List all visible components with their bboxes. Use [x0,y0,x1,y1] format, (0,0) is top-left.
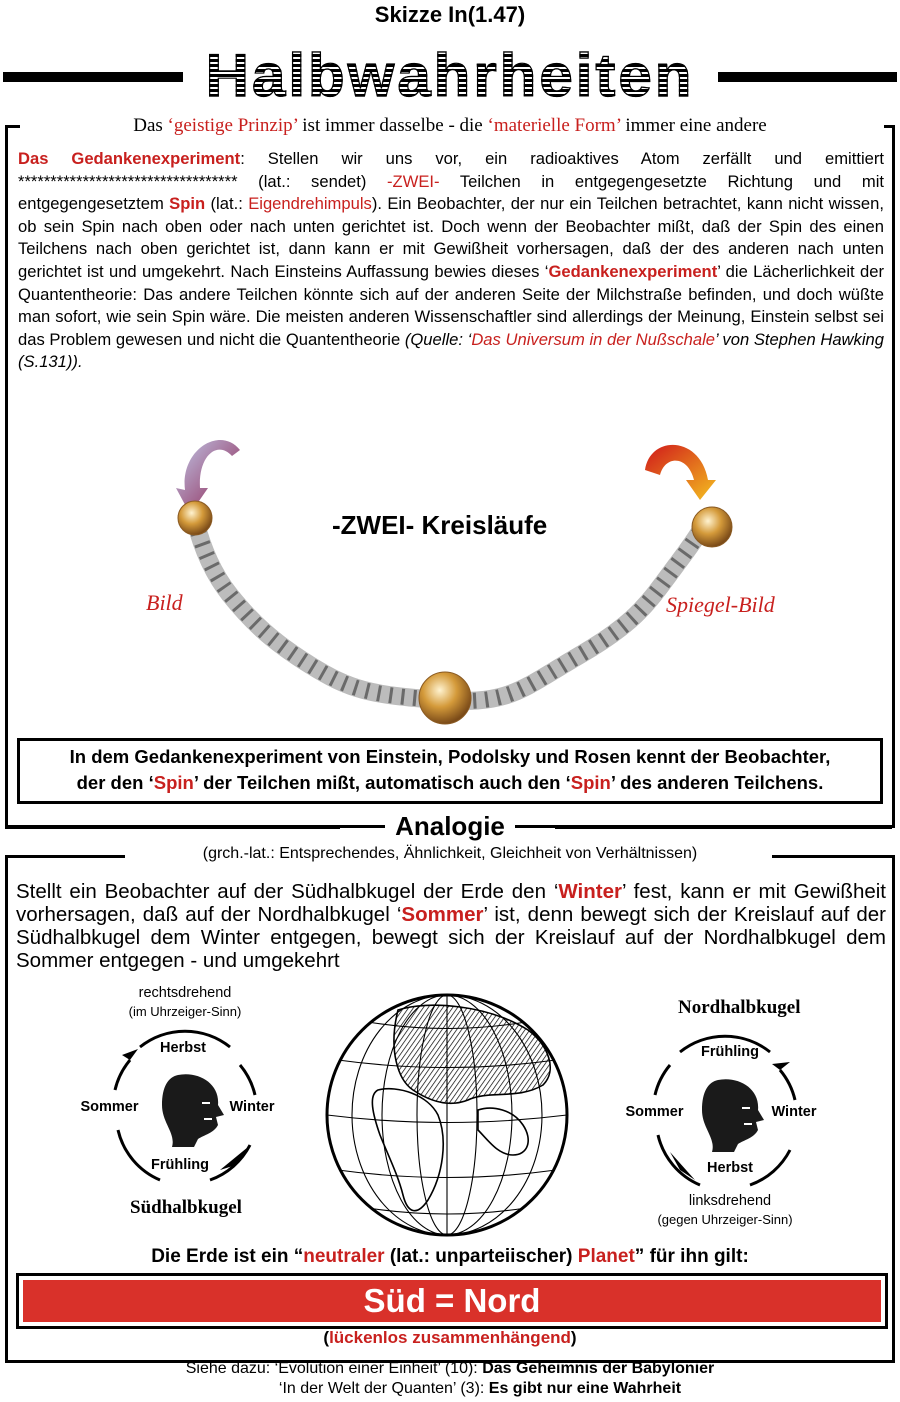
reference-line-1: Siehe dazu: ‘Evolution einer Einheit’ (10): Das Geheimnis der Babylonier [185,1360,715,1377]
spin-arrow-right [645,445,716,500]
north-label-top: Frühling [701,1044,759,1060]
north-label-left: Sommer [625,1104,684,1120]
analogie-subtitle: (grch.-lat.: Entsprechendes, Ähnlichkeit, Gleichheit von Verhältnissen) [0,845,900,863]
south-title: Südhalbkugel [130,1197,242,1218]
spin-figure [140,430,780,730]
south-direction-note: (im Uhrzeiger-Sinn) [128,1004,242,1019]
head-profile-icon [162,1074,224,1147]
spin-arrow-left [176,440,240,514]
south-direction: rechtsdrehend [138,985,232,1001]
analogie-paragraph: Stellt ein Beobachter auf der Südhalbkugel der Erde den ‘Winter’ fest, kann er mit Gewißheit vorhersagen, daß auf der Nordhalbkugel ‘Sommer’ ist, denn bewegt sich der Kreislauf auf der Südhalbkugel dem Winter entgegen, bewegt sich der Kreislauf auf der Nordhalbkugel dem Sommer entgegen - und umgekehrt [16,880,887,972]
north-title: Nordhalbkugel [678,997,801,1018]
south-label-right: Winter [229,1099,275,1115]
experiment-paragraph: Das Gedankenexperiment: Stellen wir uns vor, ein radioaktives Atom zerfällt und emittiert ********************************** (lat.: sendet) -ZWEI- Teilchen in entgegengesetzte Richtung und mit entgegengesetztem Spin (lat.: Eigendrehimpuls). Ein Beobachter, der nur ein Teilchen betrachtet, kann nicht wissen, ob sein Spin nach oben oder nach unten gerichtet ist. Doch wenn der Beobachter mißt, daß der Spin des einen Teilchens nach oben gerichtet ist, dann kann er mit Gewißheit vorhersagen, daß der des anderen nach unten gerichtet ist und umgekehrt. Nach Einsteins Auffassung bewies dieses ‘Gedankenexperiment’ die Lächerlichkeit der Quantentheorie: Das andere Teilchen könnte sich auf der anderen Seite der Milchstraße befinden, und doch wüßte man sofort, wie sein Spin wäre. Die meisten anderen Wissenschaftler sind allerdings der Meinung, Einstein selbst sei das Problem gewesen und nicht die Quantentheorie (Quelle: ‘Das Universum in der Nußschale’ von Stephen Hawking (S.131)). [18,149,884,372]
north-direction-note: (gegen Uhrzeiger-Sinn) [657,1212,793,1227]
north-label-right: Winter [771,1104,817,1120]
particle-right [692,507,732,547]
epr-line-2: der den ‘Spin’ der Teilchen mißt, automatisch auch den ‘Spin’ des anderen Teilchens. [76,772,824,793]
page-label: Skizze In(1.47) [374,2,526,27]
head-profile-icon [702,1079,764,1152]
north-direction: linksdrehend [688,1193,772,1209]
banner-note: (lückenlos zusammenhängend) [323,1328,577,1347]
south-label-left: Sommer [80,1099,139,1115]
north-label-bottom: Herbst [707,1160,753,1176]
figure-left-label: Bild [146,590,183,615]
source-atom [419,672,471,724]
cycle-arrow-icon [122,1049,138,1060]
title-rule-right [718,72,897,82]
reference-line-2: ‘In der Welt der Quanten’ (3): Es gibt nur eine Wahrheit [278,1380,682,1397]
figure-center-label: -ZWEI- Kreisläufe [332,510,548,540]
south-label-top: Herbst [160,1040,206,1056]
particle-left [178,501,212,535]
motto: Das ‘geistige Prinzip’ ist immer dasselbe - die ‘materielle Form’ immer eine andere [0,115,900,137]
main-title: Halbwahrheiten [185,44,715,108]
south-label-bottom: Frühling [151,1157,209,1173]
equation-banner [16,1273,888,1329]
globe-illustration [318,990,576,1240]
epr-line-1: In dem Gedankenexperiment von Einstein, Podolsky und Rosen kennt der Beobachter, [69,746,831,767]
analogie-title: Analogie [0,811,900,842]
figure-right-label: Spiegel-Bild [666,592,775,617]
title-rule-left [3,72,183,82]
cycle-arrow-icon [772,1062,790,1070]
equation-text: Süd = Nord [23,1280,881,1322]
earth-statement: Die Erde ist ein “neutraler (lat.: unparteiischer) Planet” für ihn gilt: [151,1246,749,1267]
epr-callout [17,738,883,804]
